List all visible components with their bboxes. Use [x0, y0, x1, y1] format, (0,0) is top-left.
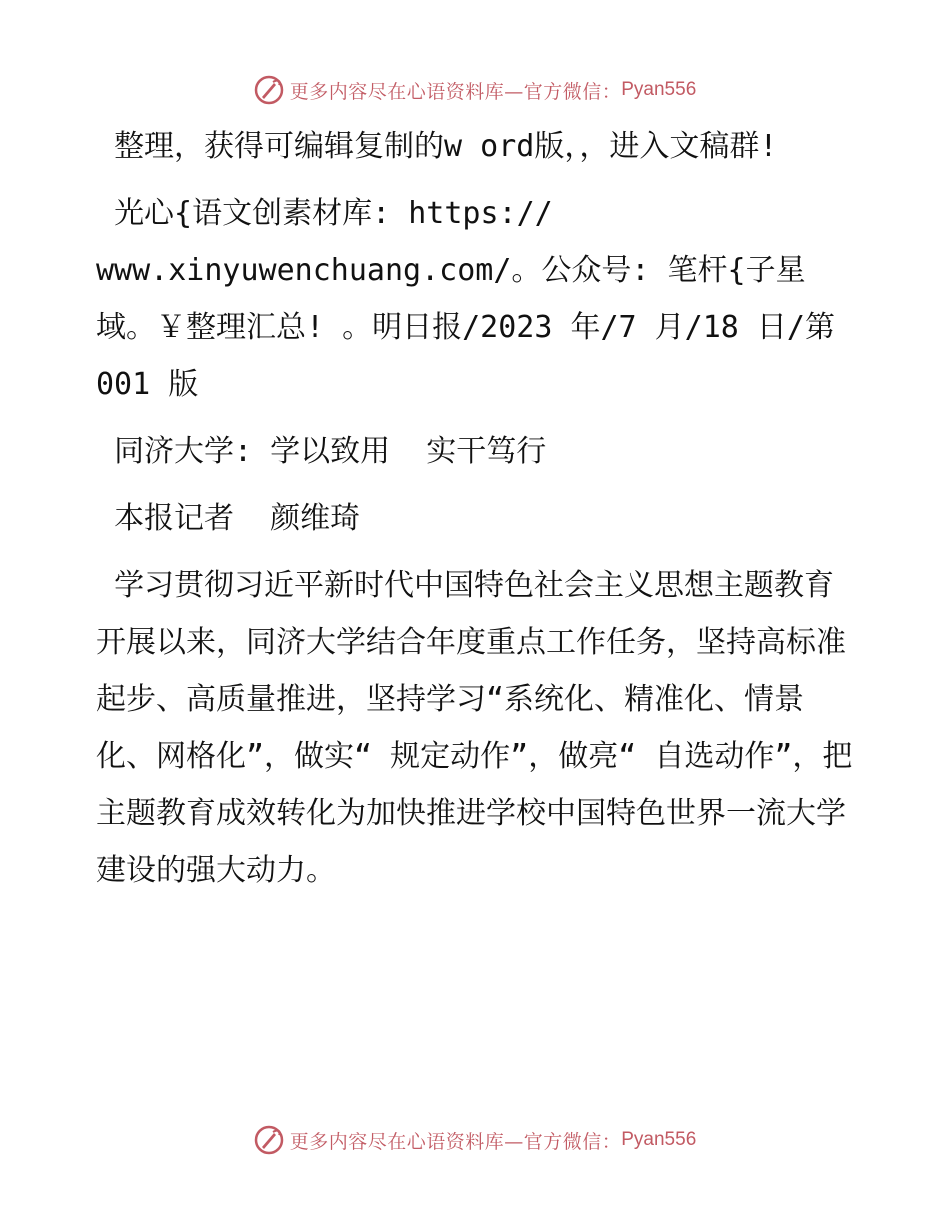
article-paragraph: 学习贯彻习近平新时代中国特色社会主义思想主题教育开展以来，同济大学结合年度重点工作任务，坚持高标准起步、高质量推进，坚持学习“系统化、精准化、情景化、网格化”，做实“ 规定动作”，做亮“ 自选动作”，把主题教育成效转化为加快推进学校中国特色世界一流大学建设的强大动力。	[96, 568, 853, 888]
article-byline: 本报记者 颜维琦	[96, 501, 361, 536]
quill-logo-icon	[254, 75, 284, 105]
header-banner-handle: Pyan556	[621, 79, 697, 100]
document-body	[96, 118, 856, 899]
footer-banner	[0, 1120, 950, 1160]
article-title: 同济大学: 学以致用 实干笃行	[96, 434, 547, 469]
paragraph-source: 光心{语文创素材库: https:// www.xinyuwenchuang.com/。公众号: 笔杆{子星域。￥整理汇总! 。明日报/2023 年/7 月/18 日/第 001 版	[96, 196, 835, 402]
header-banner-text: 更多内容尽在心语资料库—官方微信：	[289, 80, 622, 103]
footer-banner-handle: Pyan556	[621, 1129, 697, 1150]
footer-banner-text: 更多内容尽在心语资料库—官方微信：	[289, 1130, 622, 1153]
quill-logo-icon	[254, 1125, 284, 1155]
header-banner	[0, 70, 950, 110]
paragraph-intro: 整理，获得可编辑复制的w ord版，，进入文稿群!	[96, 129, 778, 164]
